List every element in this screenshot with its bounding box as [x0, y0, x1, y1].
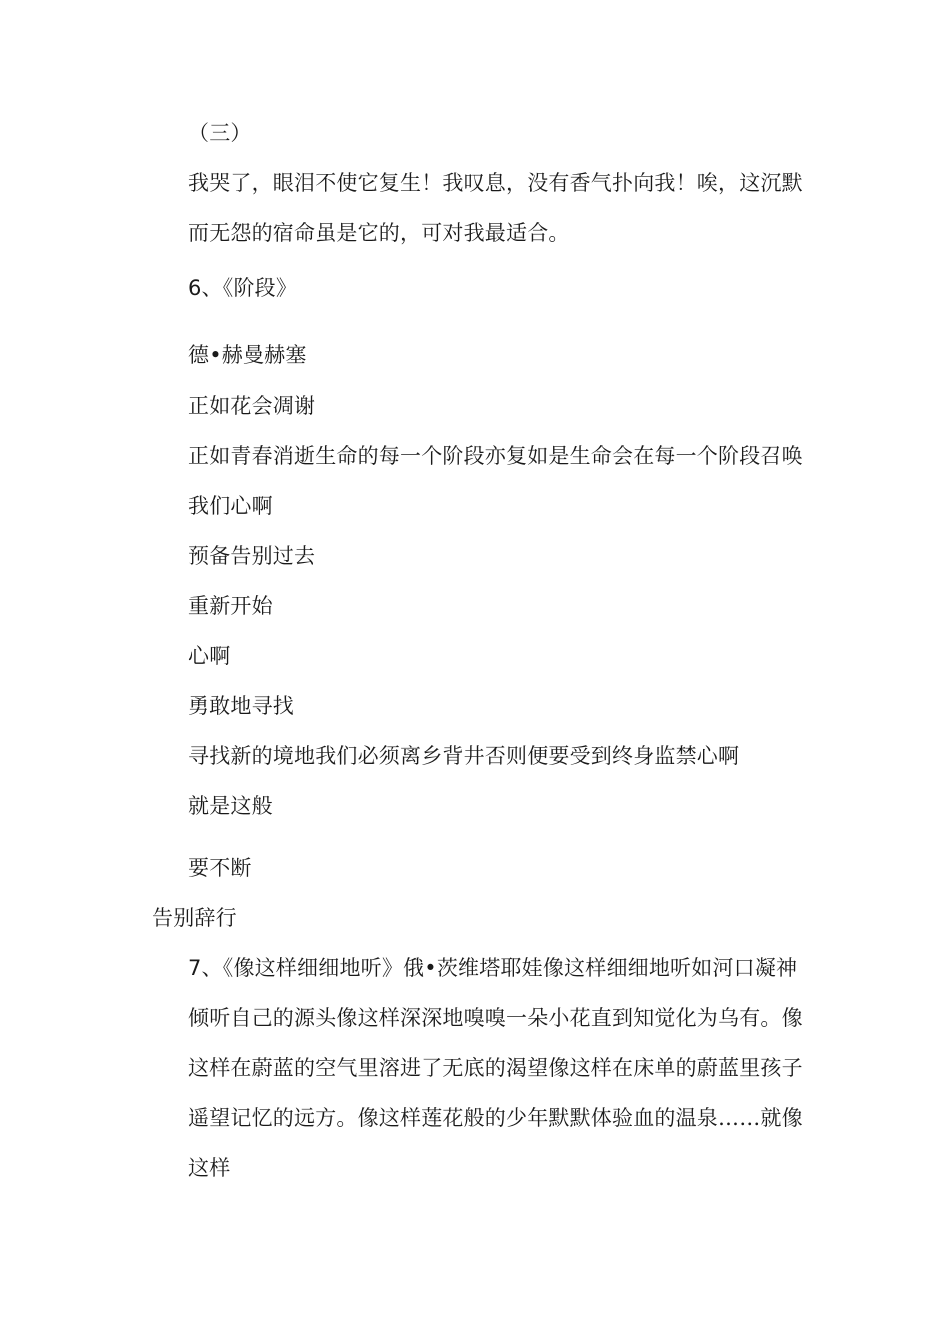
- poem-line: 寻找新的境地我们必须离乡背井否则便要受到终身监禁心啊: [188, 744, 740, 768]
- poem-line: 重新开始: [188, 594, 273, 618]
- poem-line: 要不断: [188, 856, 252, 880]
- section-marker: （三）: [188, 121, 252, 145]
- paragraph-line: 倾听自己的源头像这样深深地嗅嗅一朵小花直到知觉化为乌有。像: [188, 1006, 803, 1030]
- paragraph-line: 这样在蔚蓝的空气里溶进了无底的渴望像这样在床单的蔚蓝里孩子: [188, 1056, 803, 1080]
- poem-author: 德•赫曼赫塞: [188, 343, 307, 367]
- poem-line: 正如花会凋谢: [188, 394, 316, 418]
- poem-line: 勇敢地寻找: [188, 694, 294, 718]
- poem-line: 心啊: [188, 644, 231, 668]
- paragraph-line: 而无怨的宿命虽是它的，可对我最适合。: [188, 221, 570, 245]
- poem-heading: 6、《阶段》: [188, 276, 298, 300]
- paragraph-line: 我哭了，眼泪不使它复生！我叹息，没有香气扑向我！唉，这沉默: [188, 171, 803, 195]
- poem-line: 就是这般: [188, 794, 273, 818]
- paragraph-line: 遥望记忆的远方。像这样莲花般的少年默默体验血的温泉……就像: [188, 1106, 803, 1130]
- paragraph-line: 这样: [188, 1156, 231, 1180]
- poem-line: 告别辞行: [152, 906, 237, 930]
- poem-heading-paragraph: 7、《像这样细细地听》俄•茨维塔耶娃像这样细细地听如河口凝神: [188, 956, 798, 980]
- poem-line: 预备告别过去: [188, 544, 316, 568]
- poem-line: 我们心啊: [188, 494, 273, 518]
- poem-line: 正如青春消逝生命的每一个阶段亦复如是生命会在每一个阶段召唤: [188, 444, 803, 468]
